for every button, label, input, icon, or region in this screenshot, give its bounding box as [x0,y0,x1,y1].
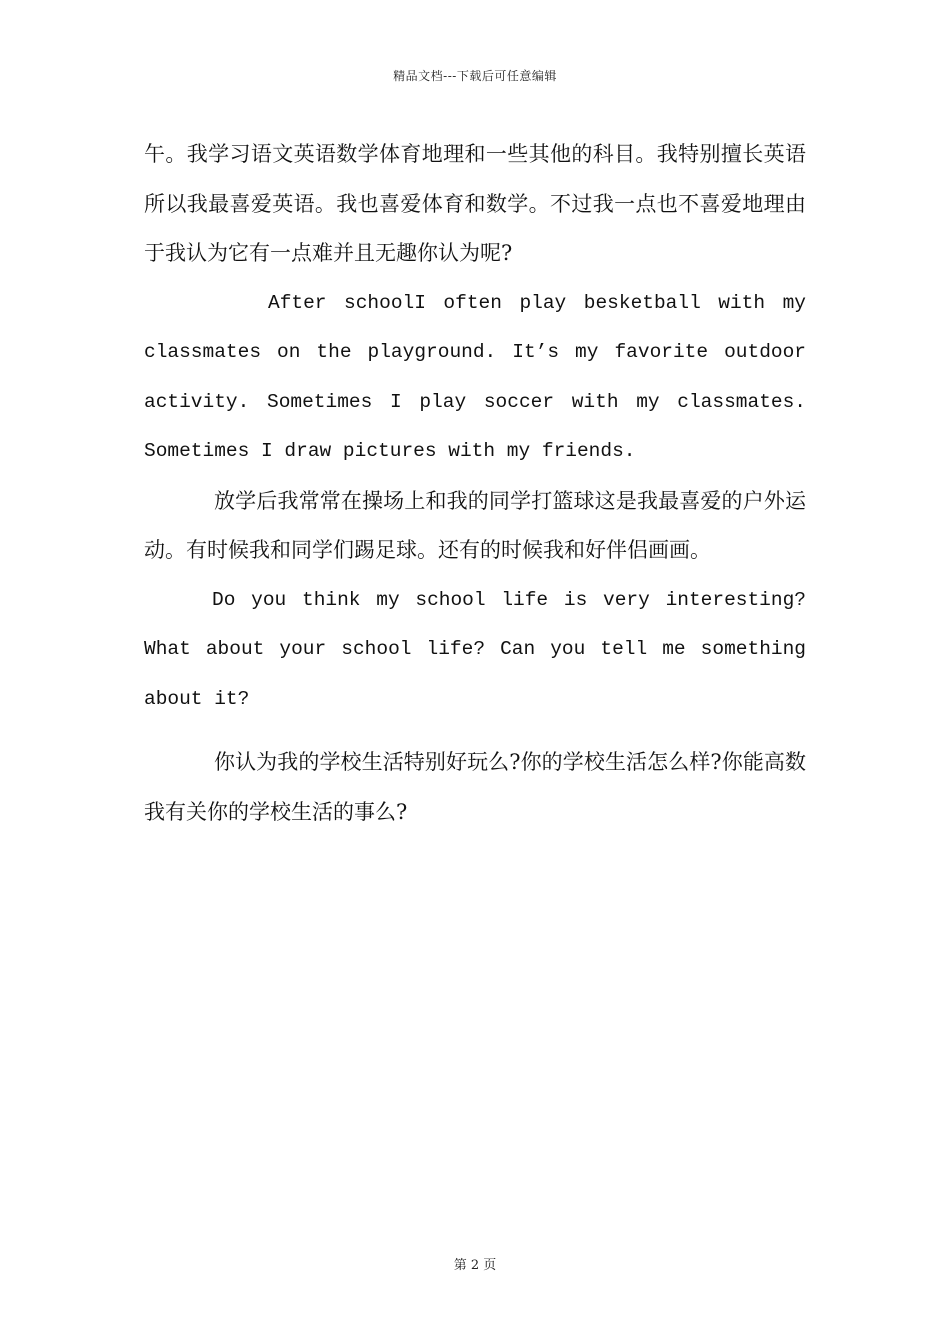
document-body [144,130,806,837]
paragraph-spacer [144,724,806,738]
page-number: 第 2 页 [453,1258,497,1273]
paragraph-english-after-school: After schoolI often play besketball with my classmates on the playground. It’s my favorite outdoor activity. Sometimes I play soccer with my classmates. Sometimes I draw pictures with my friends. [144,291,806,462]
paragraph-english-question: Do you think my school life is very interesting? What about your school life? Can you tell me something about it? [144,588,806,710]
paragraph-chinese-subjects: 午。我学习语文英语数学体育地理和一些其他的科目。我特别擅长英语所以我最喜爱英语。我也喜爱体育和数学。不过我一点也不喜爱地理由于我认为它有一点难并且无趣你认为呢? [144,142,806,265]
paragraph-chinese-question: 你认为我的学校生活特别好玩么?你的学校生活怎么样?你能高数我有关你的学校生活的事么? [144,750,806,824]
paragraph-chinese-after-school: 放学后我常常在操场上和我的同学打篮球这是我最喜爱的户外运动。有时候我和同学们踢足球。还有的时候我和好伴侣画画。 [144,488,806,562]
page-header: 精品文档---下载后可任意编辑 [393,69,557,83]
